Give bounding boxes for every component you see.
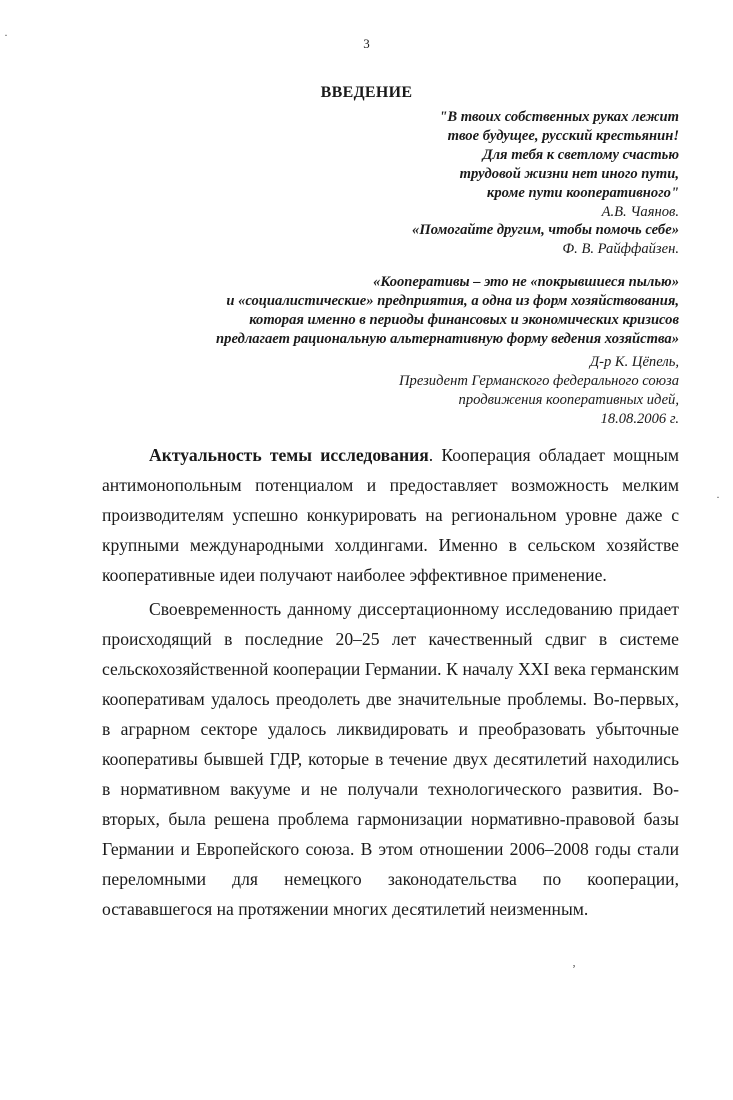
- paragraph-lead: Актуальность темы исследования: [149, 445, 429, 465]
- epigraph-chayanov: [439, 108, 679, 222]
- body-text: [102, 440, 679, 928]
- page-number: 3: [363, 36, 370, 51]
- epigraph-quote-line: Для тебя к светлому счастью: [482, 147, 679, 163]
- paragraph-text: Своевременность данному диссертационному исследованию придает происходящий в последние 20–25 лет качественный сдвиг в системе сельскохозяйственной кооперации Германии. К началу XXI века германским кооперативам удалось преодолеть две значительные проблемы. Во-первых, в аграрном секторе удалось ликвидировать и преобразовать убыточные кооперативы бывшей ГДР, которые в течение двух десятилетий находились в нормативном вакууме и не получали технологического развития. Во-вторых, была решена проблема гармонизации нормативно-правовой базы Германии и Европейского союза. В этом отношении 2006–2008 годы стали переломными для немецкого законодательства по кооперации, остававшегося на протяжении многих десятилетий неизменным.: [102, 599, 679, 919]
- epigraph-author: 18.08.2006 г.: [600, 411, 679, 427]
- epigraph-zoepel-author: [399, 353, 679, 429]
- scan-speck: ʼ: [572, 962, 576, 976]
- paragraph-text: . Кооперация обладает мощным антимонопольным потенциалом и предоставляет возможность мелким производителям успешно конкурировать на региональном уровне даже с крупными международными холдингами. Именно в сельском хозяйстве кооперативные идеи получают наиболее эффективное применение.: [102, 445, 679, 585]
- scan-speck: ·: [716, 490, 720, 504]
- epigraph-author: продвижения кооперативных идей,: [458, 392, 679, 408]
- paragraph-timeliness: [102, 594, 679, 924]
- epigraph-quote-line: «Помогайте другим, чтобы помочь себе»: [412, 222, 679, 238]
- page-title: ВВЕДЕНИЕ: [320, 84, 413, 101]
- epigraph-author: А.В. Чаянов.: [601, 204, 679, 220]
- scan-speck: ·: [4, 28, 8, 42]
- epigraph-quote-line: кроме пути кооперативного": [486, 185, 679, 201]
- epigraph-quote-line: и «социалистические» предприятия, а одна из форм хозяйствования,: [226, 293, 679, 309]
- epigraph-quote-line: твое будущее, русский крестьянин!: [447, 128, 679, 144]
- epigraph-zoepel: [216, 273, 679, 349]
- epigraph-quote-line: предлагает рациональную альтернативную форму ведения хозяйства»: [216, 331, 679, 347]
- epigraph-raiffeisen: [412, 221, 679, 259]
- epigraph-quote-line: которая именно в периоды финансовых и экономических кризисов: [249, 312, 679, 328]
- epigraph-quote-line: трудовой жизни нет иного пути,: [459, 166, 679, 182]
- epigraph-author: Ф. В. Райффайзен.: [562, 241, 679, 257]
- paragraph-relevance: [102, 440, 679, 590]
- epigraph-quote-line: "В твоих собственных руках лежит: [439, 109, 679, 125]
- epigraph-author: Президент Германского федерального союза: [398, 373, 679, 389]
- epigraph-quote-line: «Кооперативы – это не «покрывшиеся пылью»: [373, 274, 679, 290]
- epigraph-author: Д-р К. Цёпель,: [589, 354, 679, 370]
